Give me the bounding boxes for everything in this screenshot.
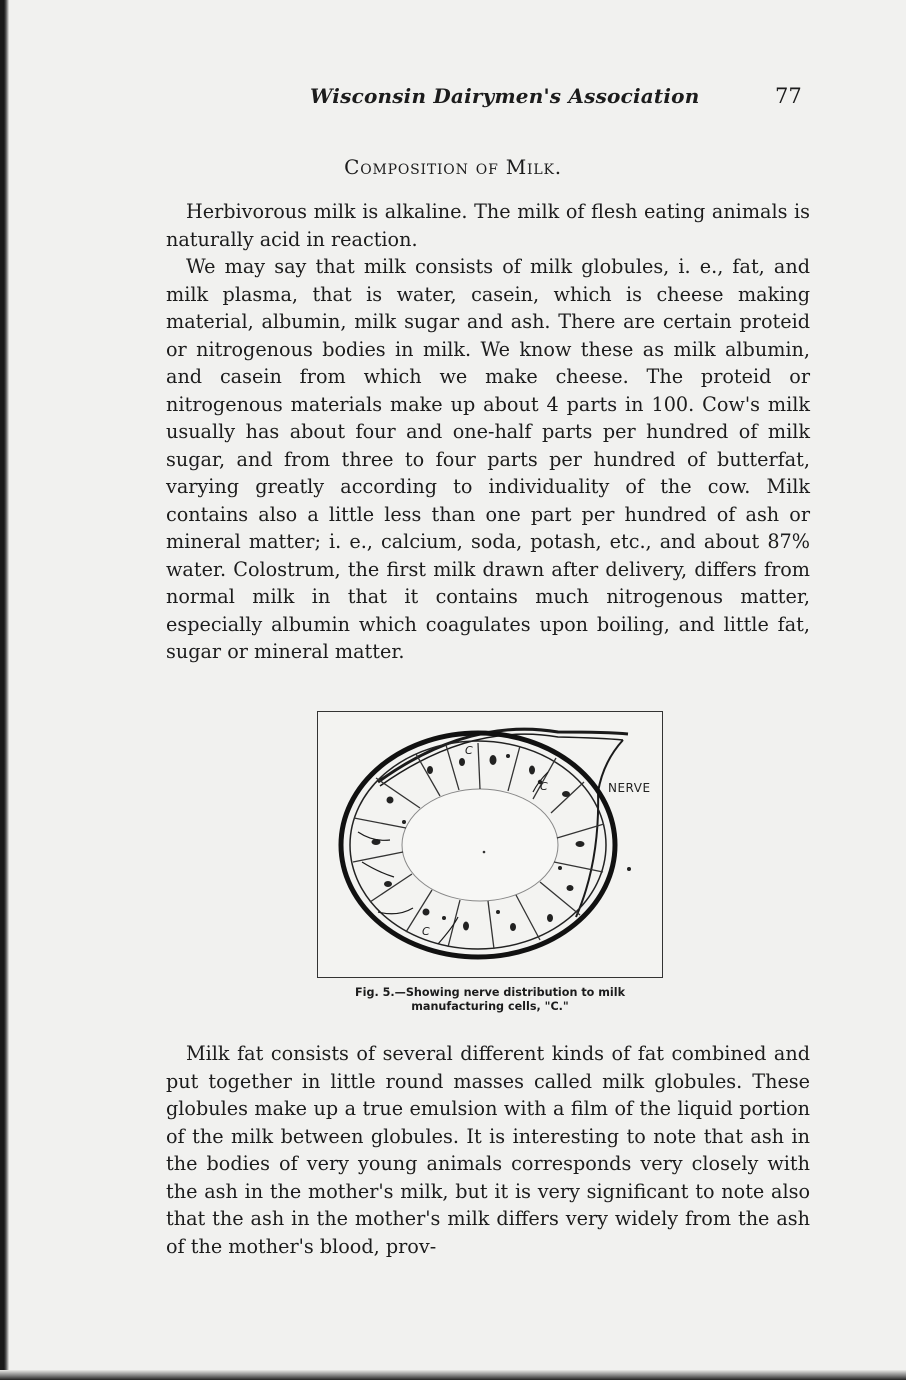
body-text-bottom bbox=[166, 1040, 810, 1260]
caption-line: Fig. 5.—Showing nerve distribution to milk bbox=[354, 986, 626, 999]
caption-line: manufacturing cells, "C." bbox=[411, 1000, 569, 1013]
paragraph: Milk fat consists of several different kinds of fat combined and put together in little round masses called milk globules. These globules make up a true emulsion with a film of the liquid portion of the milk between globules. It is interesting to note that ash in the bodies of very young animals corresponds very closely with the ash in the mother's milk, but it is very significant to note also that the ash in the mother's milk differs very widely from the ash of the mother's blood, prov- bbox=[166, 1042, 810, 1258]
paragraph: We may say that milk consists of milk globules, i. e., fat, and milk plasma, that is water, casein, which is cheese making material, albumin, milk sugar and ash. There are certain proteid or nitrogenous bodies in milk. We know these as milk albumin, and casein from which we make cheese. The proteid or nitrogenous materials make up about 4 parts in 100. Cow's milk usually has about four and one-half parts per hundred of milk sugar, and from three to four parts per hundred of butterfat, varying greatly according to individuality of the cow. Milk contains also a little less than one part per hundred of ash or mineral matter; i. e., calcium, soda, potash, etc., and about 87% water. Colostrum, the first milk drawn after delivery, differs from normal milk in that it contains much nitrogenous matter, especially albumin which coagulates upon boiling, and little fat, sugar or mineral matter. bbox=[166, 255, 810, 663]
cell-label-top: C bbox=[465, 744, 473, 757]
figure-milk-gland-illustration bbox=[317, 711, 663, 978]
cell-label-bottom: C bbox=[422, 925, 430, 938]
figure-caption bbox=[300, 986, 680, 1014]
section-title: Composition of Milk. bbox=[344, 155, 562, 179]
paragraph: Herbivorous milk is alkaline. The milk of flesh eating animals is naturally acid in reaction. bbox=[166, 200, 810, 251]
page-number: 77 bbox=[775, 84, 802, 108]
page-bottom-edge bbox=[0, 1370, 906, 1380]
nerve-label: NERVE bbox=[608, 781, 651, 795]
page-binding-edge bbox=[0, 0, 9, 1380]
gland-drawing bbox=[318, 712, 662, 977]
cell-label-right: C bbox=[540, 780, 548, 793]
running-header: Wisconsin Dairymen's Association bbox=[310, 84, 700, 108]
body-text-top bbox=[166, 198, 810, 666]
